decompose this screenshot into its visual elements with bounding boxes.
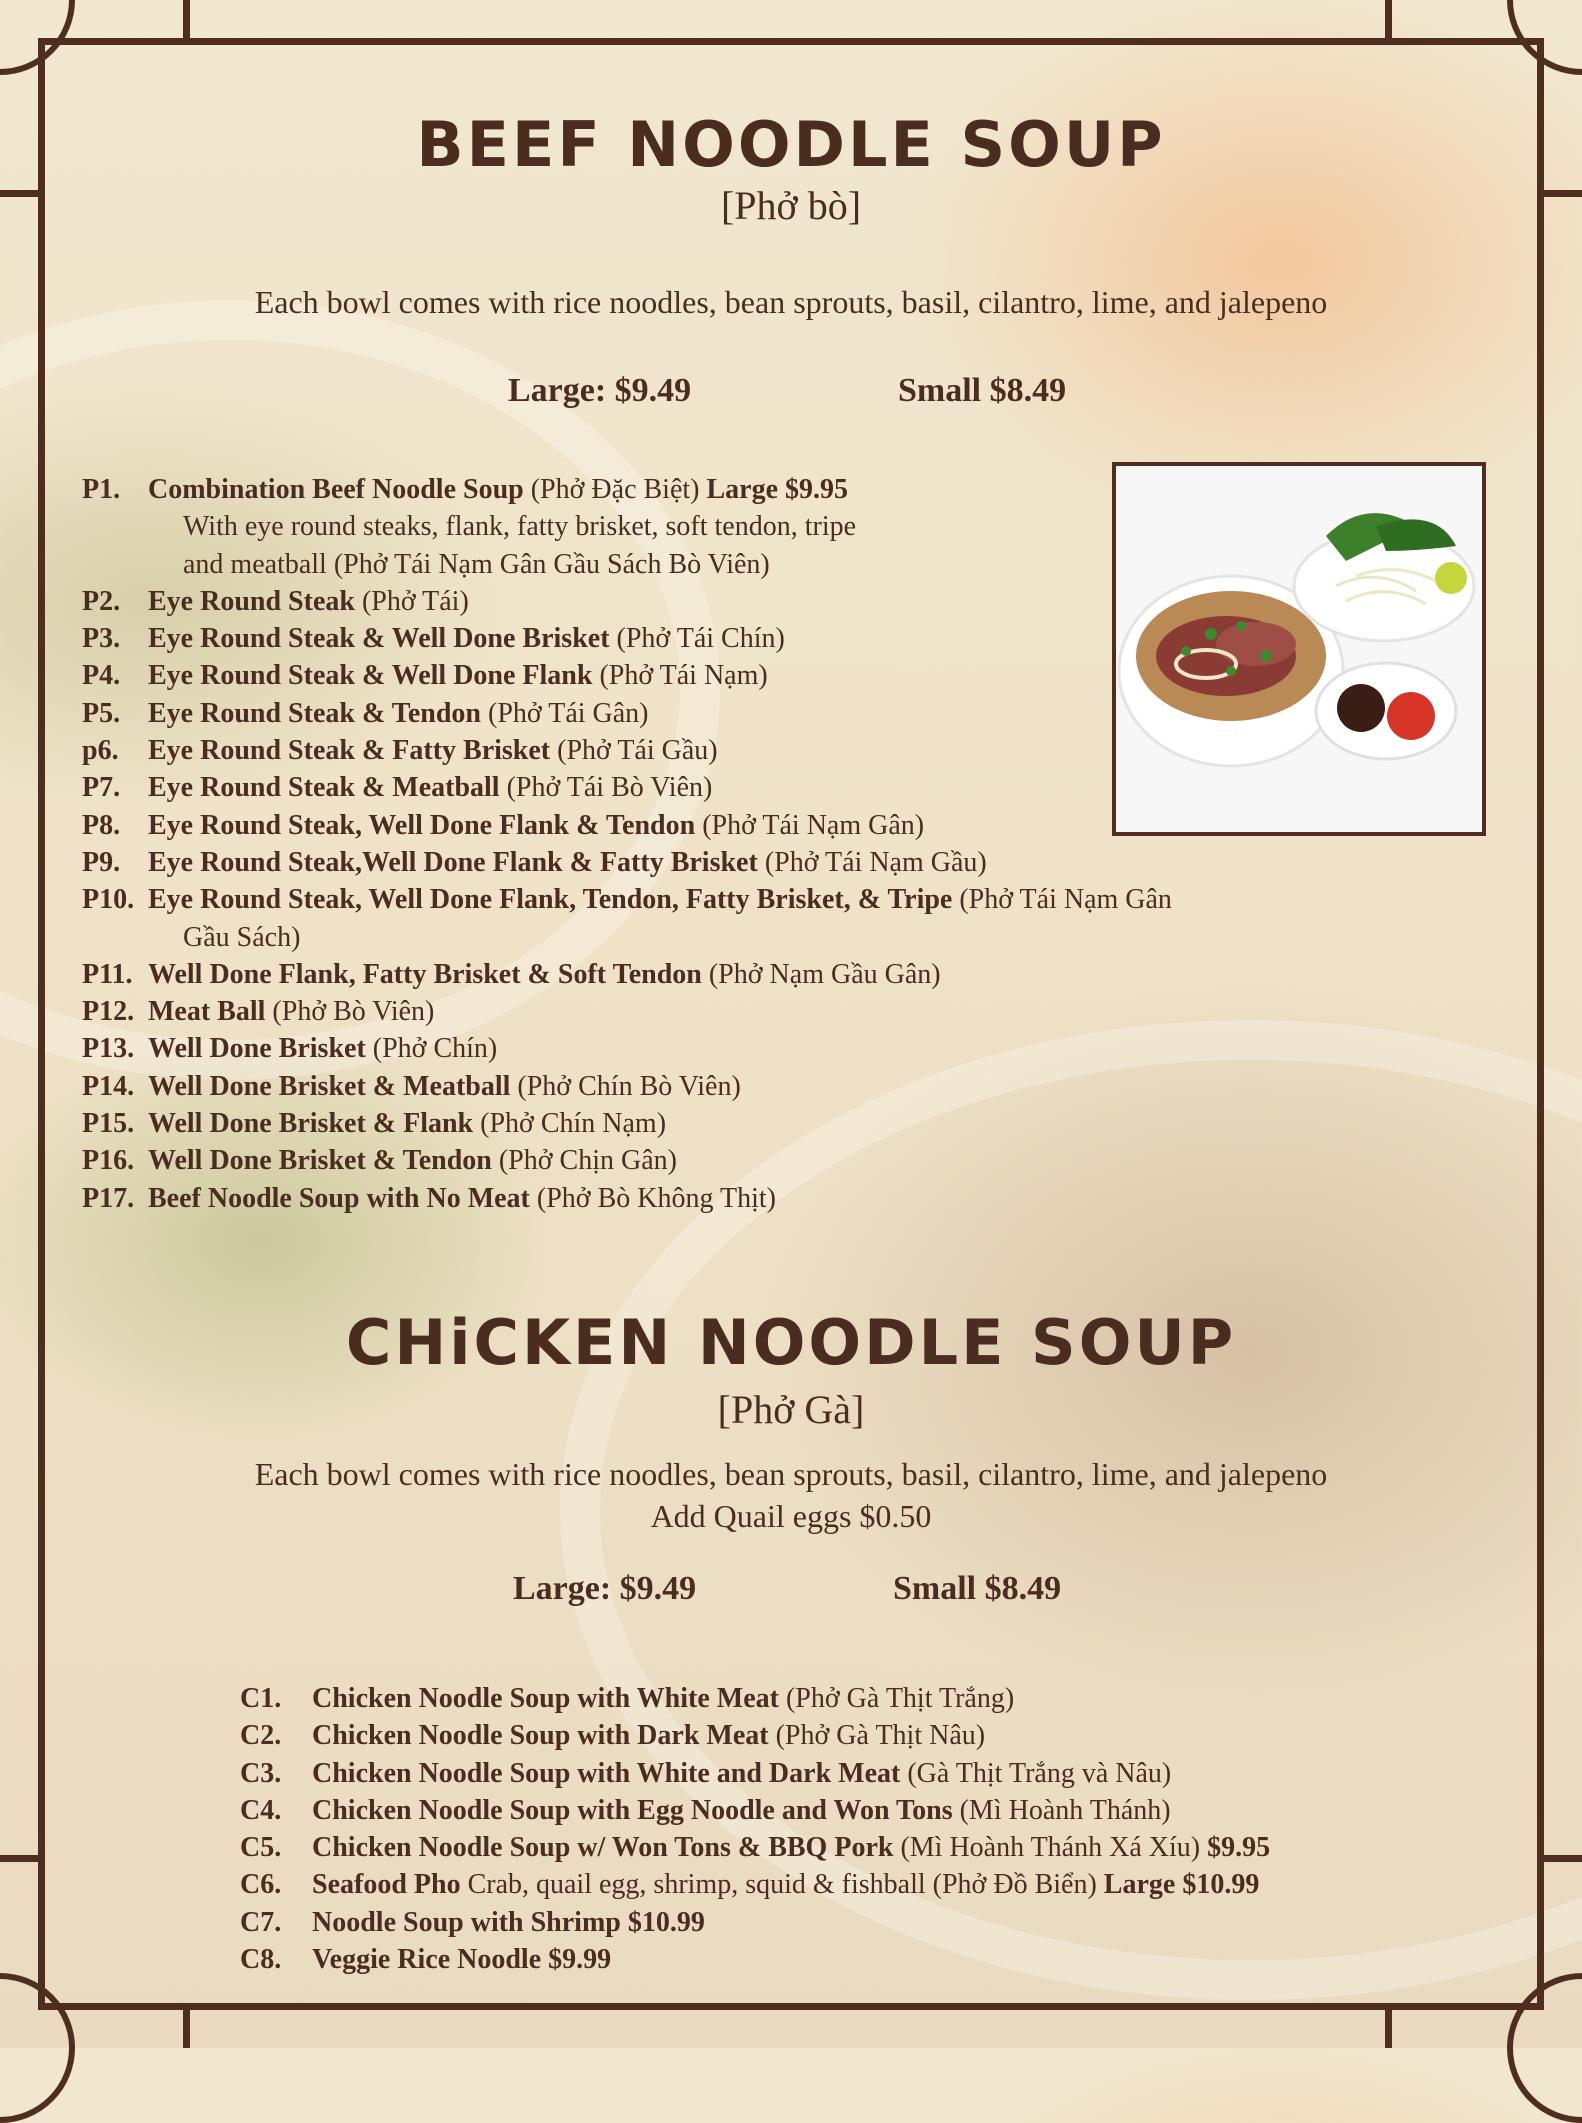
menu-item	[82, 956, 1172, 993]
menu-item-vietnamese: (Phở Chịn Gân)	[498, 1145, 677, 1177]
menu-item-vietnamese: (Phở Nạm Gầu Gân)	[708, 958, 941, 990]
menu-item-vietnamese: (Phở Bò Viên)	[272, 996, 435, 1028]
menu-item-vietnamese: (Phở Tái Nạm)	[599, 660, 768, 692]
frame-tick	[1385, 2010, 1392, 2048]
chicken-subtitle: [Phở Gà]	[717, 1387, 865, 1432]
menu-item	[82, 620, 1172, 657]
pho-bowl-image	[1116, 466, 1482, 832]
menu-item-code: P2.	[82, 585, 121, 617]
menu-item-code: P11.	[82, 958, 133, 990]
menu-item	[82, 1180, 1172, 1217]
menu-item-code: P15.	[82, 1108, 135, 1140]
menu-item-name: Meat Ball	[148, 996, 266, 1028]
menu-item-code: P3.	[82, 623, 121, 655]
menu-item-code: P1.	[82, 474, 121, 505]
menu-item	[82, 657, 1172, 694]
menu-item-vietnamese: (Phở Tái)	[361, 585, 469, 617]
beef-small-price: Small $8.49	[898, 372, 1067, 409]
menu-item-extra: $9.95	[1207, 1832, 1271, 1864]
menu-item-code: p6.	[82, 735, 119, 767]
menu-item-code: C3.	[240, 1757, 282, 1789]
menu-item-name: Eye Round Steak	[148, 585, 355, 617]
menu-item-vietnamese: (Phở Tái Chín)	[616, 623, 785, 655]
menu-item	[240, 1680, 1270, 1717]
menu-item	[82, 695, 1172, 732]
frame-tick	[0, 1855, 38, 1862]
menu-item-code: C2.	[240, 1720, 282, 1752]
beef-description: Each bowl comes with rice noodles, bean sprouts, basil, cilantro, lime, and jalepeno	[254, 284, 1328, 320]
menu-item	[82, 471, 1172, 508]
menu-item-code: P8.	[82, 809, 121, 841]
menu-item-name: Chicken Noodle Soup with Egg Noodle and Won Tons	[312, 1794, 953, 1826]
menu-item-code: C5.	[240, 1832, 282, 1864]
menu-item-continuation: and meatball (Phở Tái Nạm Gân Gầu Sách Bò Viên)	[183, 548, 770, 580]
menu-item-code: C4.	[240, 1794, 282, 1826]
menu-item-continuation: Gầu Sách)	[183, 921, 301, 953]
menu-item-vietnamese: (Gà Thịt Trắng và Nâu)	[907, 1757, 1172, 1789]
menu-item	[82, 881, 1172, 918]
chicken-title: CHiCKEN NOODLE SOUP	[345, 1306, 1237, 1379]
menu-item-name: Beef Noodle Soup with No Meat	[148, 1182, 530, 1214]
menu-item-code: P17.	[82, 1182, 135, 1214]
menu-item	[82, 1068, 1172, 1105]
menu-item-name: Well Done Brisket	[148, 1033, 366, 1065]
menu-item-code: P9.	[82, 846, 121, 878]
menu-item-vietnamese: (Phở Tái Bò Viên)	[506, 772, 713, 804]
menu-item	[240, 1829, 1270, 1866]
menu-item-vietnamese: (Phở Tái Nạm Gầu)	[764, 846, 987, 878]
menu-item-code: C7.	[240, 1906, 282, 1938]
chicken-description: Each bowl comes with rice noodles, bean sprouts, basil, cilantro, lime, and jalepeno	[254, 1456, 1328, 1492]
chicken-menu-list	[240, 1680, 1270, 1978]
menu-item-name: Chicken Noodle Soup w/ Won Tons & BBQ Pork	[312, 1832, 894, 1864]
menu-item-name: Well Done Brisket & Tendon	[148, 1145, 492, 1177]
menu-item-code: P5.	[82, 697, 121, 729]
frame-tick	[1544, 1855, 1582, 1862]
menu-item-name: Combination Beef Noodle Soup	[148, 474, 524, 505]
menu-item-name: Eye Round Steak & Fatty Brisket	[148, 735, 551, 767]
chicken-small-price: Small $8.49	[893, 1570, 1062, 1607]
menu-item	[240, 1717, 1270, 1754]
menu-item-code: P7.	[82, 772, 121, 804]
menu-item	[82, 1105, 1172, 1142]
menu-item-vietnamese: (Phở Chín Bò Viên)	[517, 1070, 741, 1102]
menu-item-name: Eye Round Steak, Well Done Flank, Tendon, Fatty Brisket, & Tripe	[148, 884, 953, 916]
pho-photo	[1112, 462, 1486, 836]
beef-subtitle: [Phở bò]	[720, 183, 862, 228]
menu-item-vietnamese: (Phở Tái Nạm Gân	[959, 884, 1172, 916]
chicken-addon: Add Quail eggs $0.50	[650, 1498, 932, 1534]
menu-item	[82, 769, 1172, 806]
menu-item-name: Well Done Brisket & Flank	[148, 1108, 474, 1140]
menu-item	[82, 732, 1172, 769]
menu-item-vietnamese: (Phở Gà Thịt Nâu)	[775, 1720, 986, 1752]
menu-item-name: Eye Round Steak, Well Done Flank & Tendon	[148, 809, 696, 841]
menu-item-vietnamese: Crab, quail egg, shrimp, squid & fishball (Phở Đồ Biển)	[467, 1869, 1097, 1901]
frame-tick	[183, 2010, 190, 2048]
menu-item-name: Eye Round Steak,Well Done Flank & Fatty Brisket	[148, 846, 758, 878]
menu-item-code: P4.	[82, 660, 121, 692]
menu-item	[82, 807, 1172, 844]
menu-item-code: P16.	[82, 1145, 135, 1177]
frame-tick	[183, 0, 190, 38]
menu-item	[82, 993, 1172, 1030]
menu-item-vietnamese: (Mì Hoành Thánh Xá Xíu)	[900, 1832, 1201, 1864]
frame-tick	[1385, 0, 1392, 38]
menu-item-name: Well Done Brisket & Meatball	[148, 1070, 511, 1102]
menu-item-vietnamese: (Phở Tái Gân)	[488, 697, 649, 729]
menu-item-vietnamese: (Mì Hoành Thánh)	[959, 1794, 1171, 1826]
menu-item-extra: Large $10.99	[1103, 1869, 1260, 1901]
menu-item-name: Seafood Pho	[312, 1869, 461, 1901]
menu-item	[82, 844, 1172, 881]
menu-item	[240, 1755, 1270, 1792]
menu-item-name: Veggie Rice Noodle $9.99	[312, 1944, 612, 1976]
menu-item	[82, 1030, 1172, 1067]
menu-item-code: C8.	[240, 1944, 282, 1976]
menu-item-vietnamese: (Phở Đặc Biệt)	[530, 474, 700, 505]
menu-item-vietnamese: (Phở Chín Nạm)	[480, 1108, 667, 1140]
menu-item	[240, 1792, 1270, 1829]
menu-item-vietnamese: (Phở Chín)	[372, 1033, 498, 1065]
menu-item	[82, 583, 1172, 620]
chicken-large-price: Large: $9.49	[513, 1570, 697, 1607]
menu-item-vietnamese: (Phở Bò Không Thịt)	[536, 1182, 776, 1214]
menu-item-code: C1.	[240, 1683, 282, 1714]
menu-item-name: Eye Round Steak & Meatball	[148, 772, 500, 804]
menu-item-vietnamese: (Phở Tái Nạm Gân)	[702, 809, 925, 841]
menu-item-extra: Large $9.95	[706, 474, 849, 505]
menu-item-name: Chicken Noodle Soup with Dark Meat	[312, 1720, 769, 1752]
menu-item-name: Eye Round Steak & Tendon	[148, 697, 482, 729]
menu-item-name: Chicken Noodle Soup with White and Dark Meat	[312, 1757, 901, 1789]
menu-item	[82, 1142, 1172, 1179]
menu-item-code: P14.	[82, 1070, 135, 1102]
menu-item-vietnamese: (Phở Gà Thịt Trắng)	[785, 1683, 1015, 1714]
menu-item-code: C6.	[240, 1869, 282, 1901]
menu-item-continuation: With eye round steaks, flank, fatty brisket, soft tendon, tripe	[183, 511, 857, 543]
menu-item-code: P10.	[82, 884, 135, 916]
menu-item-name: Eye Round Steak & Well Done Flank	[148, 660, 593, 692]
menu-item-name: Well Done Flank, Fatty Brisket & Soft Tendon	[148, 958, 702, 990]
beef-large-price: Large: $9.49	[508, 372, 692, 409]
menu-item-name: Noodle Soup with Shrimp $10.99	[312, 1906, 705, 1938]
menu-item	[240, 1866, 1270, 1903]
menu-item-name: Chicken Noodle Soup with White Meat	[312, 1683, 779, 1714]
menu-item-name: Eye Round Steak & Well Done Brisket	[148, 623, 610, 655]
menu-item	[240, 1941, 1270, 1978]
menu-item-code: P13.	[82, 1033, 135, 1065]
beef-menu-list	[82, 471, 1172, 1217]
menu-item-vietnamese: (Phở Tái Gầu)	[557, 735, 718, 767]
menu-item	[240, 1904, 1270, 1941]
menu-item-code: P12.	[82, 996, 135, 1028]
beef-title: BEEF NOODLE SOUP	[416, 108, 1166, 181]
